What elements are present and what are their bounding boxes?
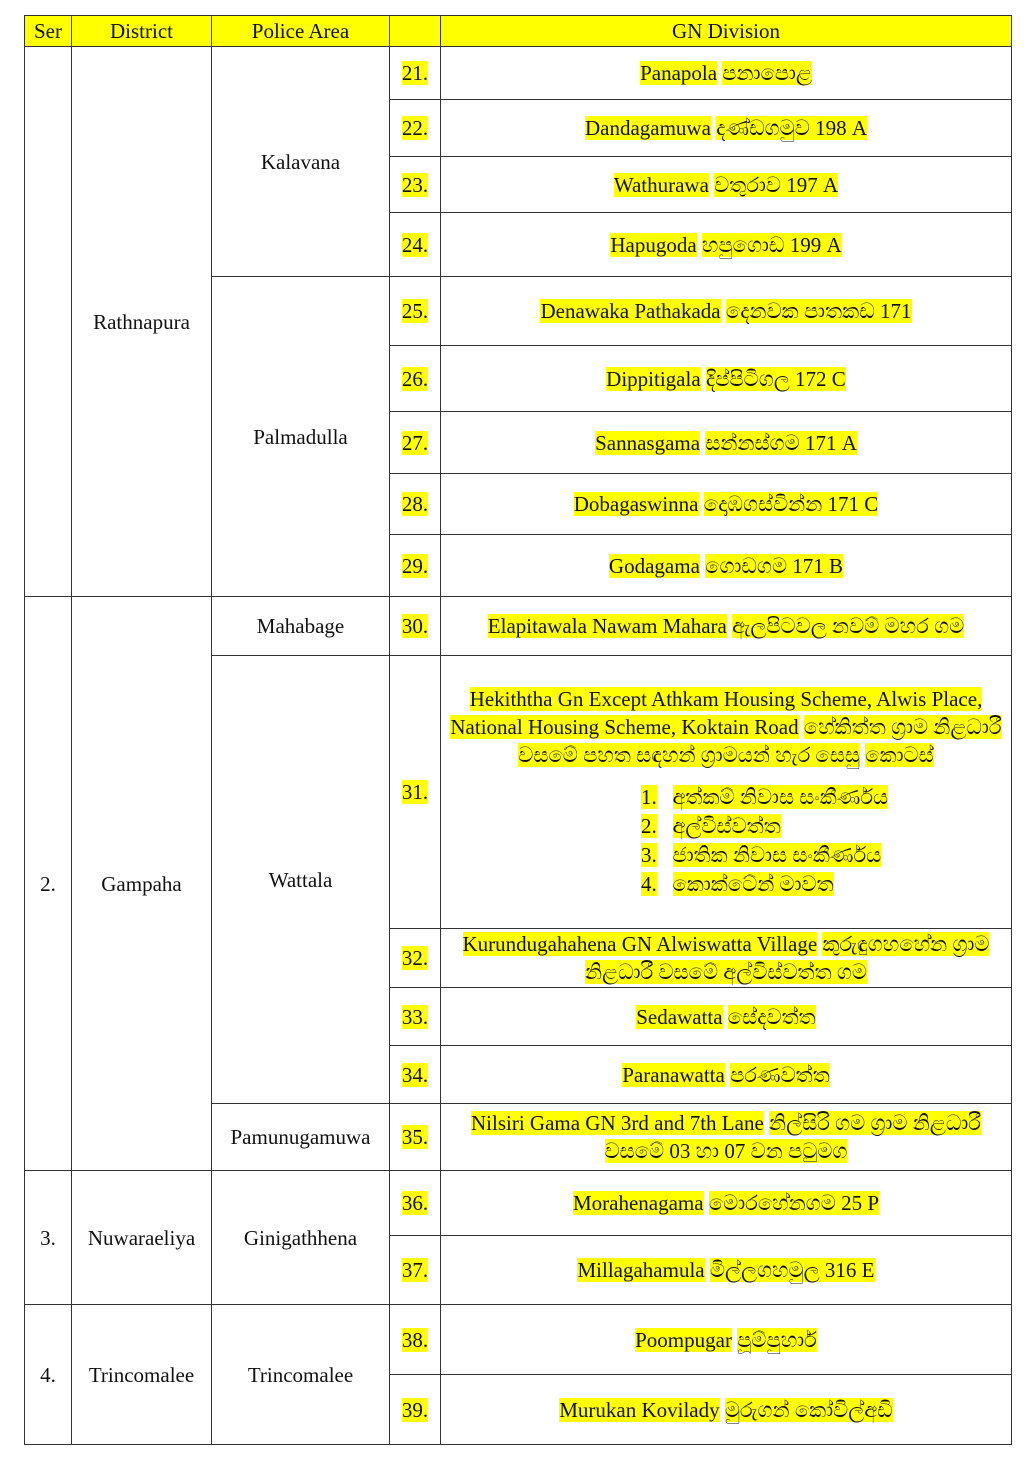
district-cell: Trincomalee [72, 1305, 212, 1445]
police-area-cell: Kalavana [212, 47, 390, 277]
district-cell: Nuwaraeliya [72, 1171, 212, 1305]
gn-english: Sannasgama [595, 430, 701, 455]
row-number: 25. [390, 277, 441, 346]
row-number: 37. [390, 1236, 441, 1305]
gn-english: Wathurawa [613, 172, 709, 197]
gn-english: Hapugoda [610, 232, 697, 257]
gn-division-cell [441, 535, 1012, 597]
gn-sinhala: වතුරාව 197 A [714, 172, 839, 197]
ser-cell [25, 47, 72, 597]
gn-division-cell [441, 929, 1012, 988]
gn-division-cell [441, 597, 1012, 656]
header-row [25, 16, 1012, 47]
gn-division-cell [441, 1375, 1012, 1445]
gn-division-cell [441, 213, 1012, 277]
police-area-cell: Palmadulla [212, 277, 390, 597]
row-number: 30. [390, 597, 441, 656]
gn-english: Godagama [608, 553, 700, 578]
row-number: 34. [390, 1046, 441, 1104]
gn-sinhala: දෙනවක පාතකඩ 171 [725, 299, 912, 323]
gn-sinhala: පූම්පුහාර් [737, 1327, 817, 1352]
table-row [25, 47, 1012, 100]
gn-sinhala: පරණවත්ත [730, 1062, 830, 1087]
row-number: 21. [390, 47, 441, 100]
gn-division-cell [441, 656, 1012, 929]
gn-english: Panapola [640, 61, 718, 85]
gn-division-cell [441, 100, 1012, 157]
gn-sinhala: නිල්සිරි ගම ග්‍රාම නිළධාරී වසමේ 03 හා 07 වන පටුමග [604, 1111, 981, 1163]
excluded-villages-list [441, 783, 1011, 899]
gn-english: Dobagaswinna [573, 492, 699, 516]
gn-sinhala: මොරහේනගම 25 P [708, 1191, 880, 1215]
ser-cell: 3. [25, 1171, 72, 1305]
gn-english: Hekiththa Gn Except Athkam Housing Scheme, Alwis Place, [469, 687, 983, 711]
gn-division-cell [441, 474, 1012, 535]
gn-english: Murukan Kovilady [559, 1397, 720, 1422]
gn-division-cell [441, 412, 1012, 474]
header-no [390, 16, 441, 47]
gn-english: Poompugar [635, 1327, 732, 1352]
gn-sinhala: සන්නස්ගම 171 A [705, 430, 857, 455]
gn-sinhala: කොටස් [865, 743, 934, 767]
header-gn-division: GN Division [441, 16, 1012, 47]
gn-sinhala: දණ්ඩගමුව 198 A [716, 116, 868, 140]
gn-division-cell [441, 47, 1012, 100]
gn-sinhala: මුරුගන් කෝවිල්අඩි [724, 1397, 893, 1422]
ser-cell: 2. [25, 597, 72, 1171]
gn-sinhala: සේදවත්ත [727, 1004, 816, 1029]
gn-english: Denawaka Pathakada [540, 299, 721, 323]
row-number: 38. [390, 1305, 441, 1375]
table-row [25, 597, 1012, 656]
police-area-cell: Wattala [212, 656, 390, 1104]
gn-english: National Housing Scheme, Koktain Road [450, 715, 799, 739]
gn-division-cell [441, 1305, 1012, 1375]
police-area-cell: Mahabage [212, 597, 390, 656]
row-number: 26. [390, 346, 441, 412]
list-item: 2. අල්විස්වත්ත [641, 814, 781, 838]
list-item: 1. අත්කම් නිවාස සංකීර්ණය [641, 785, 889, 809]
gn-english: Dippitigala [606, 366, 701, 391]
gn-sinhala: කුරුඳුගහහේන ග්‍රාම නිළධාරී වසමේ අල්විස්වත්ත ගම [584, 932, 990, 984]
row-number: 39. [390, 1375, 441, 1445]
gn-english: Sedawatta [636, 1004, 723, 1029]
header-ser: Ser [25, 16, 72, 47]
gn-sinhala: දිප්පිටිගල 172 C [705, 366, 846, 391]
gn-english: Kurundugahahena GN Alwiswatta Village [462, 932, 818, 956]
gn-division-cell [441, 346, 1012, 412]
row-number: 29. [390, 535, 441, 597]
district-cell: Gampaha [72, 597, 212, 1171]
gn-sinhala: ගොඩගම 171 B [705, 553, 844, 578]
gn-division-cell [441, 1171, 1012, 1236]
district-cell: Rathnapura [72, 47, 212, 597]
gn-division-cell [441, 277, 1012, 346]
gn-division-table [24, 15, 1012, 1445]
header-police-area: Police Area [212, 16, 390, 47]
gn-english: Morahenagama [572, 1191, 704, 1215]
list-item: 4. කොක්ටේන් මාවත [641, 872, 834, 896]
gn-sinhala: පනාපොළ [722, 61, 812, 85]
row-number: 23. [390, 157, 441, 213]
gn-division-cell [441, 1046, 1012, 1104]
gn-english: Paranawatta [622, 1062, 725, 1087]
row-number: 33. [390, 988, 441, 1046]
row-number: 32. [390, 929, 441, 988]
row-number: 35. [390, 1104, 441, 1171]
police-area-cell: Pamunugamuwa [212, 1104, 390, 1171]
gn-english: Dandagamuwa [584, 116, 711, 140]
row-number: 24. [390, 213, 441, 277]
list-item: 3. ජාතික නිවාස සංකීර්ණය [641, 843, 882, 867]
gn-sinhala: මිල්ලගහමුල 316 E [709, 1258, 875, 1282]
table-row [25, 1305, 1012, 1375]
gn-division-cell [441, 988, 1012, 1046]
gn-english: Nilsiri Gama GN 3rd and 7th Lane [471, 1111, 764, 1135]
gn-sinhala: ඇලපිටවල නවම් මහර ගම [732, 614, 965, 638]
gn-english: Elapitawala Nawam Mahara [487, 614, 727, 638]
gn-sinhala: හපුගොඩ 199 A [701, 232, 842, 257]
row-number: 36. [390, 1171, 441, 1236]
gn-division-cell [441, 157, 1012, 213]
table-row [25, 1171, 1012, 1236]
row-number: 27. [390, 412, 441, 474]
row-number: 31. [390, 656, 441, 929]
gn-english: Millagahamula [577, 1258, 705, 1282]
row-number: 22. [390, 100, 441, 157]
header-district: District [72, 16, 212, 47]
row-number: 28. [390, 474, 441, 535]
ser-cell: 4. [25, 1305, 72, 1445]
gn-sinhala: දොඹගස්වින්න 171 C [703, 492, 879, 516]
gn-division-cell [441, 1104, 1012, 1171]
gn-division-cell [441, 1236, 1012, 1305]
gn-sinhala: හේකිත්ත ග්‍රාම නිළධාරී වසමේ පහත සඳහන් ග්‍රාමයන් හැර සෙසු [518, 715, 1002, 767]
police-area-cell: Trincomalee [212, 1305, 390, 1445]
police-area-cell: Ginigathhena [212, 1171, 390, 1305]
